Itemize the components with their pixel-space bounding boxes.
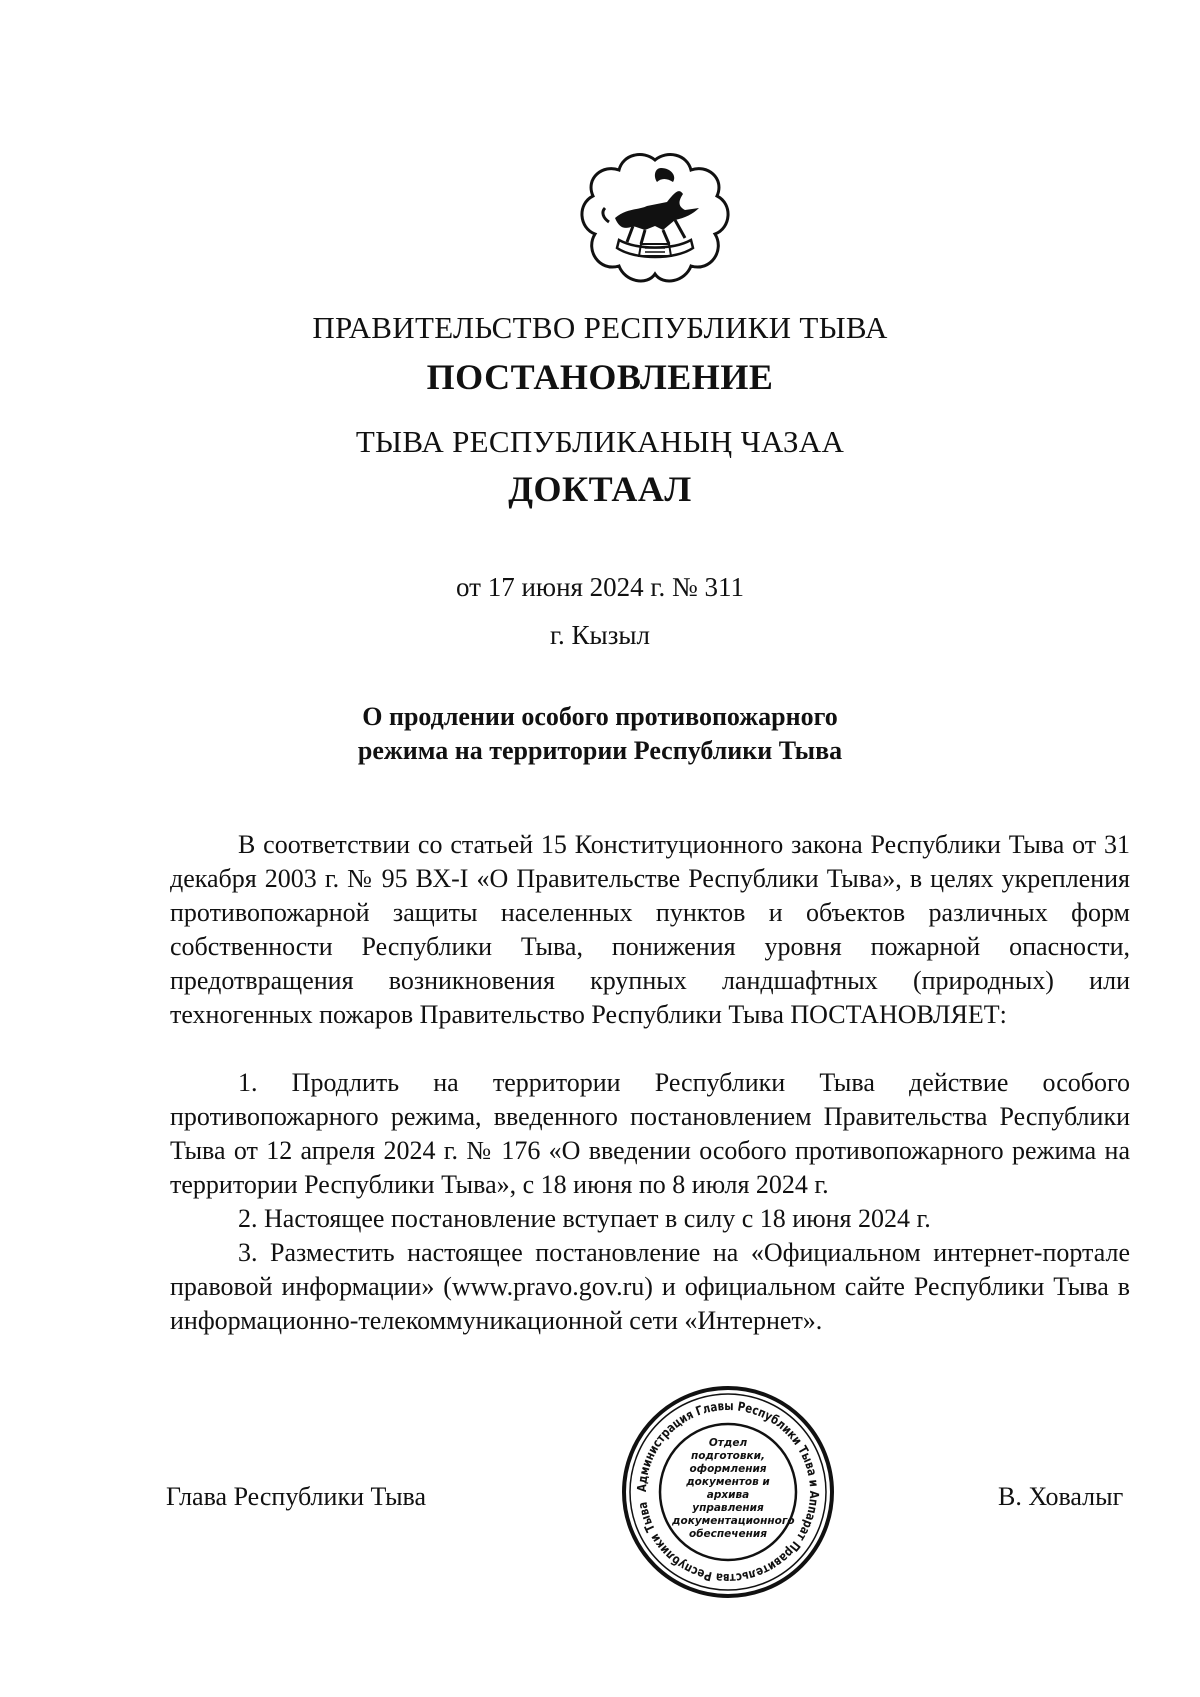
city: г. Кызыл [550,620,650,650]
preamble-paragraph: В соответствии со статьей 15 Конституционного закона Республики Тыва от 31 декабря 2003 г. № 95 ВХ-I «О Правительстве Республики Тыва», в целях укрепления противопожарной защиты населенных пунктов и объектов различных форм собственности Республики Тыва, понижения уровня пожарной опасности, предотвращения возникновения крупных ландшафтных (природных) или техногенных пожаров Правительство Республики Тыва ПОСТАНОВЛЯЕТ: [170,830,1130,1029]
item-3-paragraph: 3. Разместить настоящее постановление на «Официальном интернет-портале правовой информации» (www.pravo.gov.ru) и официальном сайте Республики Тыва в информационно-телекоммуникационной сети «Интернет». [170,1238,1130,1335]
document-body [170,828,1130,1338]
signatory-name: В. Ховалыг [998,1482,1124,1511]
seal-ring-text: Администрация Главы Республики Тыва и Аппарат Правительства Республики Тыва [633,1397,823,1587]
document-type-tv: ДОКТААЛ [508,469,692,509]
seal-center-text: Отдел подготовки, оформления документов и архива управления документационного обеспечения [672,1437,795,1540]
tuva-emblem-icon [575,148,735,288]
document-title-line1: О продлении особого противопожарного [362,702,838,731]
document-title-line2: режима на территории Республики Тыва [357,736,843,765]
document-type-ru: ПОСТАНОВЛЕНИЕ [426,357,774,397]
date-number: от 17 июня 2024 г. № 311 [456,572,744,602]
organization-name-ru: ПРАВИТЕЛЬСТВО РЕСПУБЛИКИ ТЫВА [312,310,888,345]
signatory-position: Глава Республики Тыва [166,1482,427,1511]
item-2-paragraph: 2. Настоящее постановление вступает в силу с 18 июня 2024 г. [238,1204,931,1233]
item-1-paragraph: 1. Продлить на территории Республики Тыва действие особого противопожарного режима, введенного постановлением Правительства Республики Тыва от 12 апреля 2024 г. № 176 «О введении особого противопожарного режима на территории Республики Тыва», с 18 июня по 8 июля 2024 г. [170,1068,1130,1199]
organization-name-tv: ТЫВА РЕСПУБЛИКАНЫҢ ЧАЗАА [355,424,845,459]
document-title [0,700,1200,768]
